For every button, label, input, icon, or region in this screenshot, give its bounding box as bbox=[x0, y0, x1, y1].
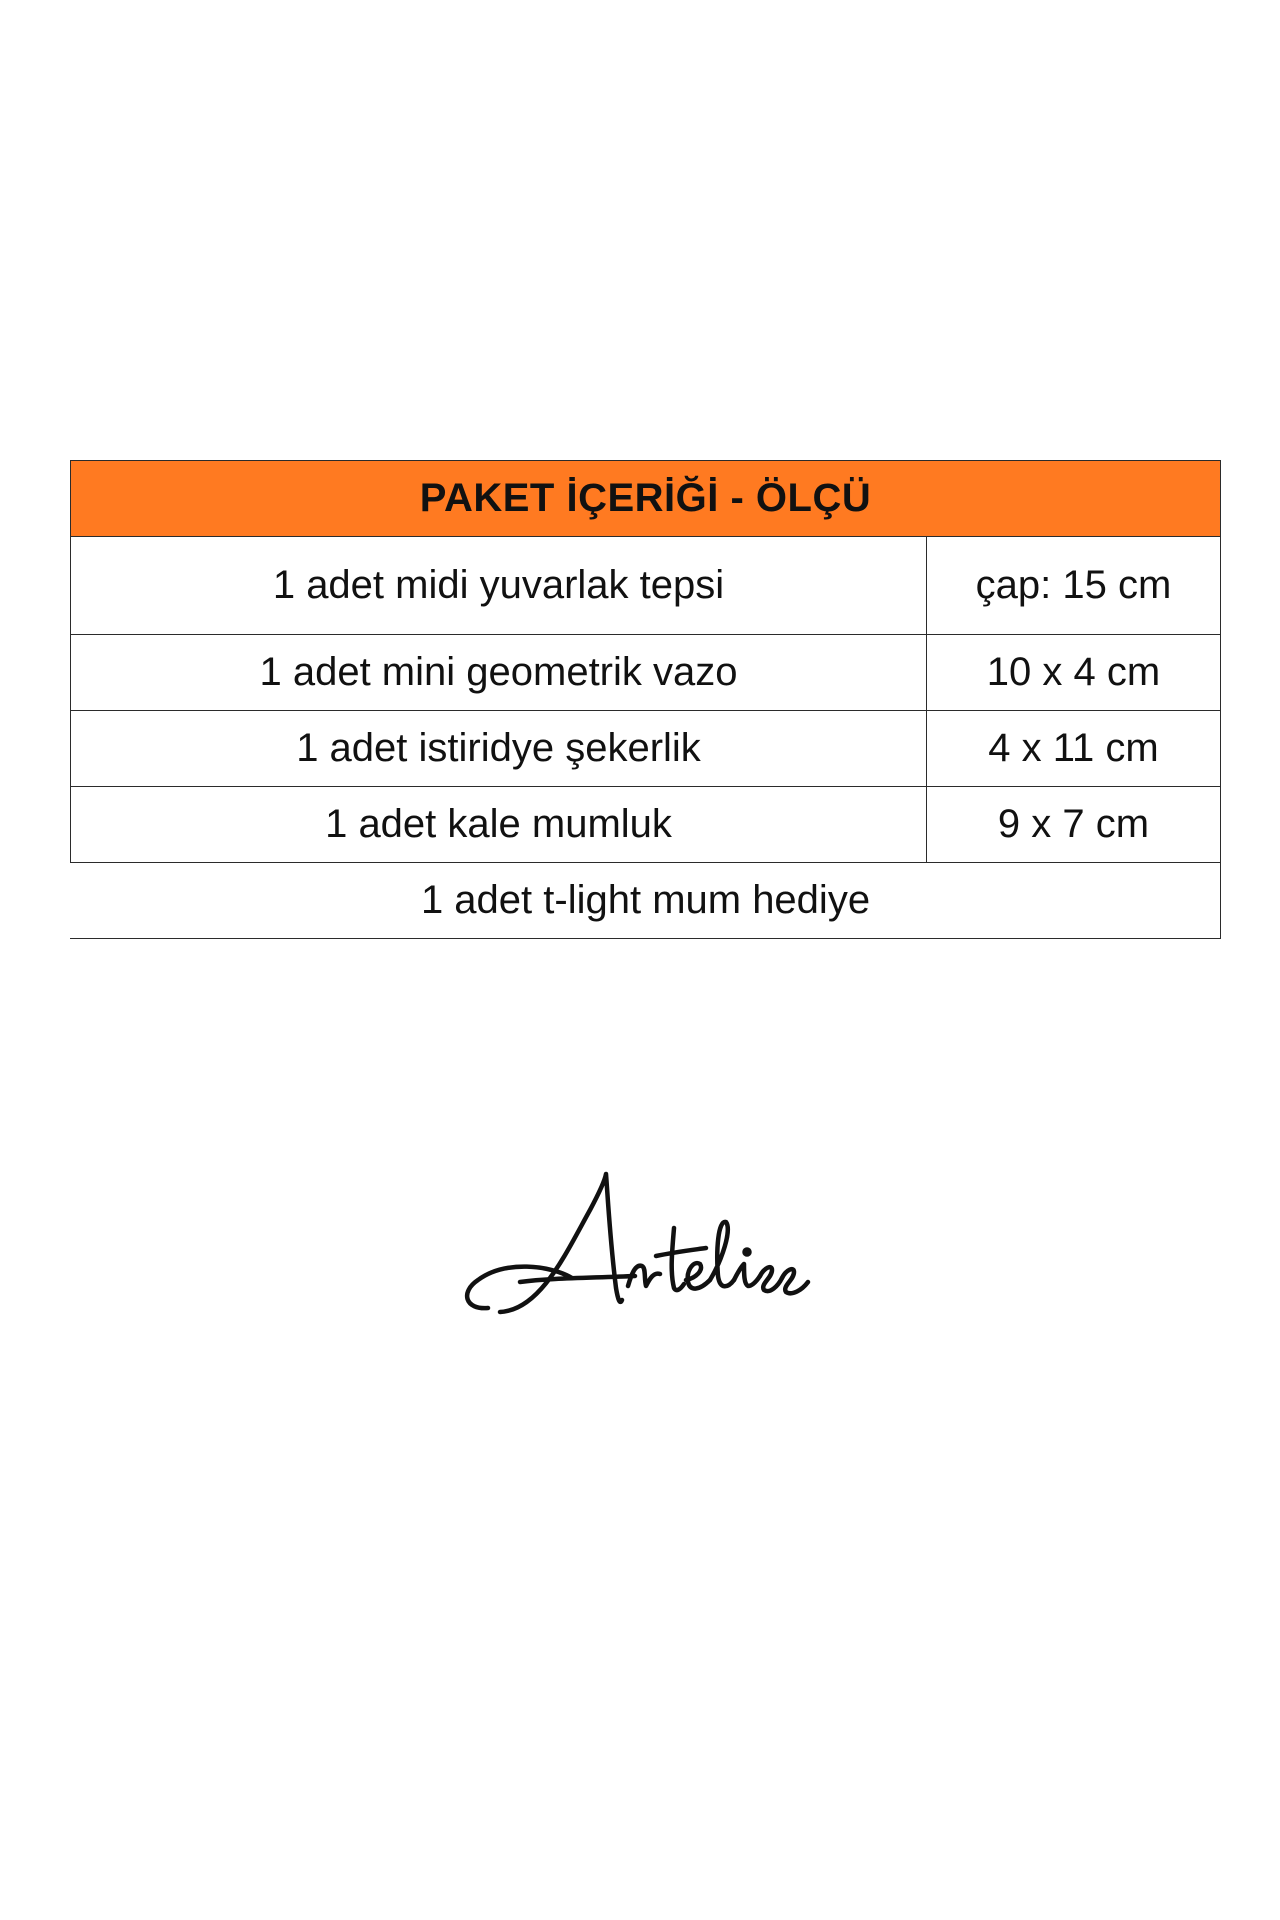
gift-cell: 1 adet t-light mum hediye bbox=[71, 863, 1221, 939]
table-row bbox=[71, 635, 1221, 711]
table-row-gift bbox=[71, 863, 1221, 939]
size-cell: 4 x 11 cm bbox=[927, 711, 1221, 787]
item-cell: 1 adet midi yuvarlak tepsi bbox=[71, 537, 927, 635]
item-cell: 1 adet istiridye şekerlik bbox=[71, 711, 927, 787]
size-cell: 9 x 7 cm bbox=[927, 787, 1221, 863]
brand-logo bbox=[460, 1160, 820, 1360]
package-contents-table bbox=[70, 460, 1221, 939]
table-row bbox=[71, 711, 1221, 787]
item-cell: 1 adet kale mumluk bbox=[71, 787, 927, 863]
size-cell: 10 x 4 cm bbox=[927, 635, 1221, 711]
table-row bbox=[71, 537, 1221, 635]
size-cell: çap: 15 cm bbox=[927, 537, 1221, 635]
table-row bbox=[71, 787, 1221, 863]
item-cell: 1 adet mini geometrik vazo bbox=[71, 635, 927, 711]
table-header-row bbox=[71, 461, 1221, 537]
table-title: PAKET İÇERİĞİ - ÖLÇÜ bbox=[71, 461, 1221, 537]
